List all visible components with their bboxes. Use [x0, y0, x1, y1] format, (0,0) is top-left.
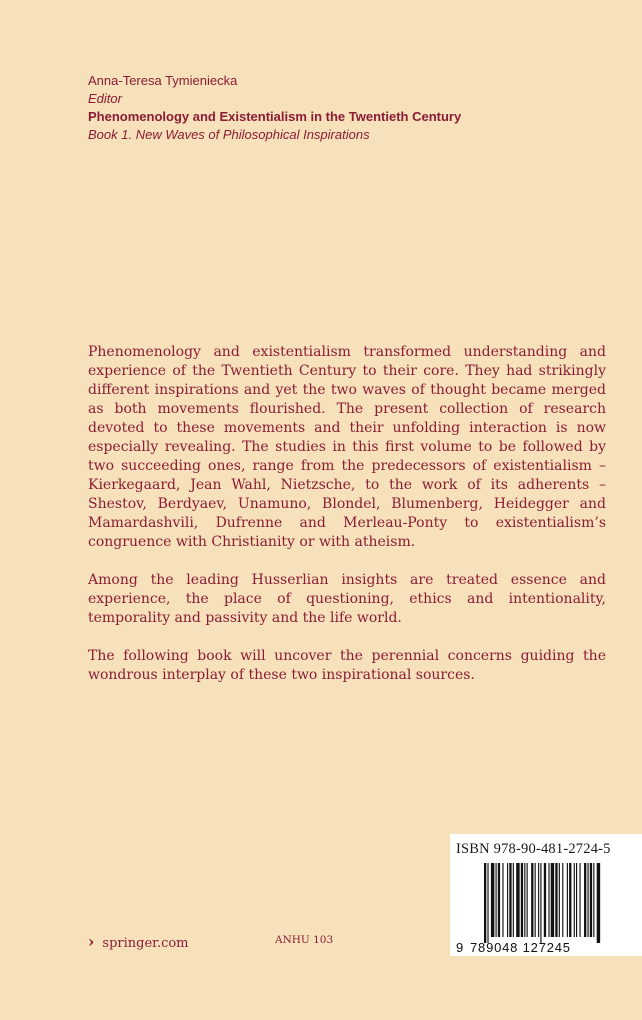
springer-link[interactable]: [88, 932, 189, 951]
editor-name: Anna-Teresa Tymieniecka: [88, 73, 238, 88]
series-code: ANHU 103: [275, 934, 334, 946]
editor-role: Editor: [88, 91, 122, 106]
barcode-bar: [555, 863, 557, 937]
isbn-label: ISBN 978-90-481-2724-5: [456, 841, 611, 857]
barcode-image: [484, 863, 634, 943]
barcode-bar: [569, 863, 571, 937]
barcode-bar: [524, 863, 525, 937]
barcode-bar: [544, 863, 546, 937]
barcode-bar: [551, 863, 554, 937]
barcode-bar: [559, 863, 560, 937]
barcode-group-2: 127245: [522, 940, 571, 955]
barcode-bar: [535, 863, 536, 937]
barcode-bar: [507, 863, 508, 937]
barcode-bar: [593, 863, 594, 937]
barcode-bar: [588, 863, 589, 937]
blurb-paragraph-2: Among the leading Husserlian insights are treated essence and experience, the place of questioning, ethics and intentionality, temporality and passivity and the life world.: [88, 572, 606, 626]
blurb-paragraph-1: Phenomenology and existentialism transformed understanding and experience of the Twentieth Century to their core. They had strikingly different inspirations and yet the two waves of thought became merged as both movements flourished. The present collection of research devoted to these movements and their unfolding interaction is now especially revealing. The studies in this first volume to be followed by two succeeding ones, range from the predecessors of existentialism – Kierkegaard, Jean Wahl, Nietzsche, to the work of its adherents – Shestov, Berdyaev, Unamuno, Blondel, Blumenberg, Heidegger and Mamardashvili, Dufrenne and Merleau-Ponty to existentialism’s congruence with Christianity or with atheism.: [88, 344, 606, 550]
book-subtitle: Book 1. New Waves of Philosophical Inspirations: [88, 127, 370, 142]
barcode-bar: [584, 863, 586, 937]
barcode-digits: [456, 940, 571, 955]
barcode-bar: [574, 863, 575, 937]
blurb: [88, 343, 606, 685]
book-title: Phenomenology and Existentialism in the Twentieth Century: [88, 109, 462, 124]
chevron-right-icon: ›: [88, 932, 95, 951]
barcode-bar: [538, 863, 539, 937]
barcode-bar: [579, 863, 580, 937]
barcode-bar: [509, 863, 511, 937]
barcode-bar: [562, 863, 563, 937]
barcode-group-1: 789048: [470, 940, 519, 955]
barcode-bar: [498, 863, 500, 937]
barcode-bar: [516, 863, 519, 937]
book-header: [88, 72, 608, 144]
barcode-bar: [484, 863, 486, 943]
barcode-bar: [487, 863, 488, 943]
springer-link-text: springer.com: [102, 936, 189, 951]
barcode-bar: [590, 863, 592, 937]
barcode-bar: [540, 863, 541, 943]
barcode-bar: [531, 863, 533, 937]
barcode-bar: [576, 863, 577, 937]
isbn-barcode-box: [450, 834, 642, 956]
barcode-bar: [548, 863, 549, 937]
barcode-bar: [496, 863, 497, 937]
barcode-bar: [597, 863, 600, 943]
barcode-bar: [502, 863, 503, 937]
barcode-bar: [513, 863, 514, 937]
barcode-bar: [527, 863, 528, 937]
barcode-bar: [521, 863, 523, 937]
barcode-first-digit: 9: [456, 940, 465, 955]
barcode-bar: [567, 863, 568, 937]
barcode-bar: [491, 863, 494, 937]
blurb-paragraph-3: The following book will uncover the perennial concerns guiding the wondrous interplay of these two inspirational sources.: [88, 648, 606, 683]
